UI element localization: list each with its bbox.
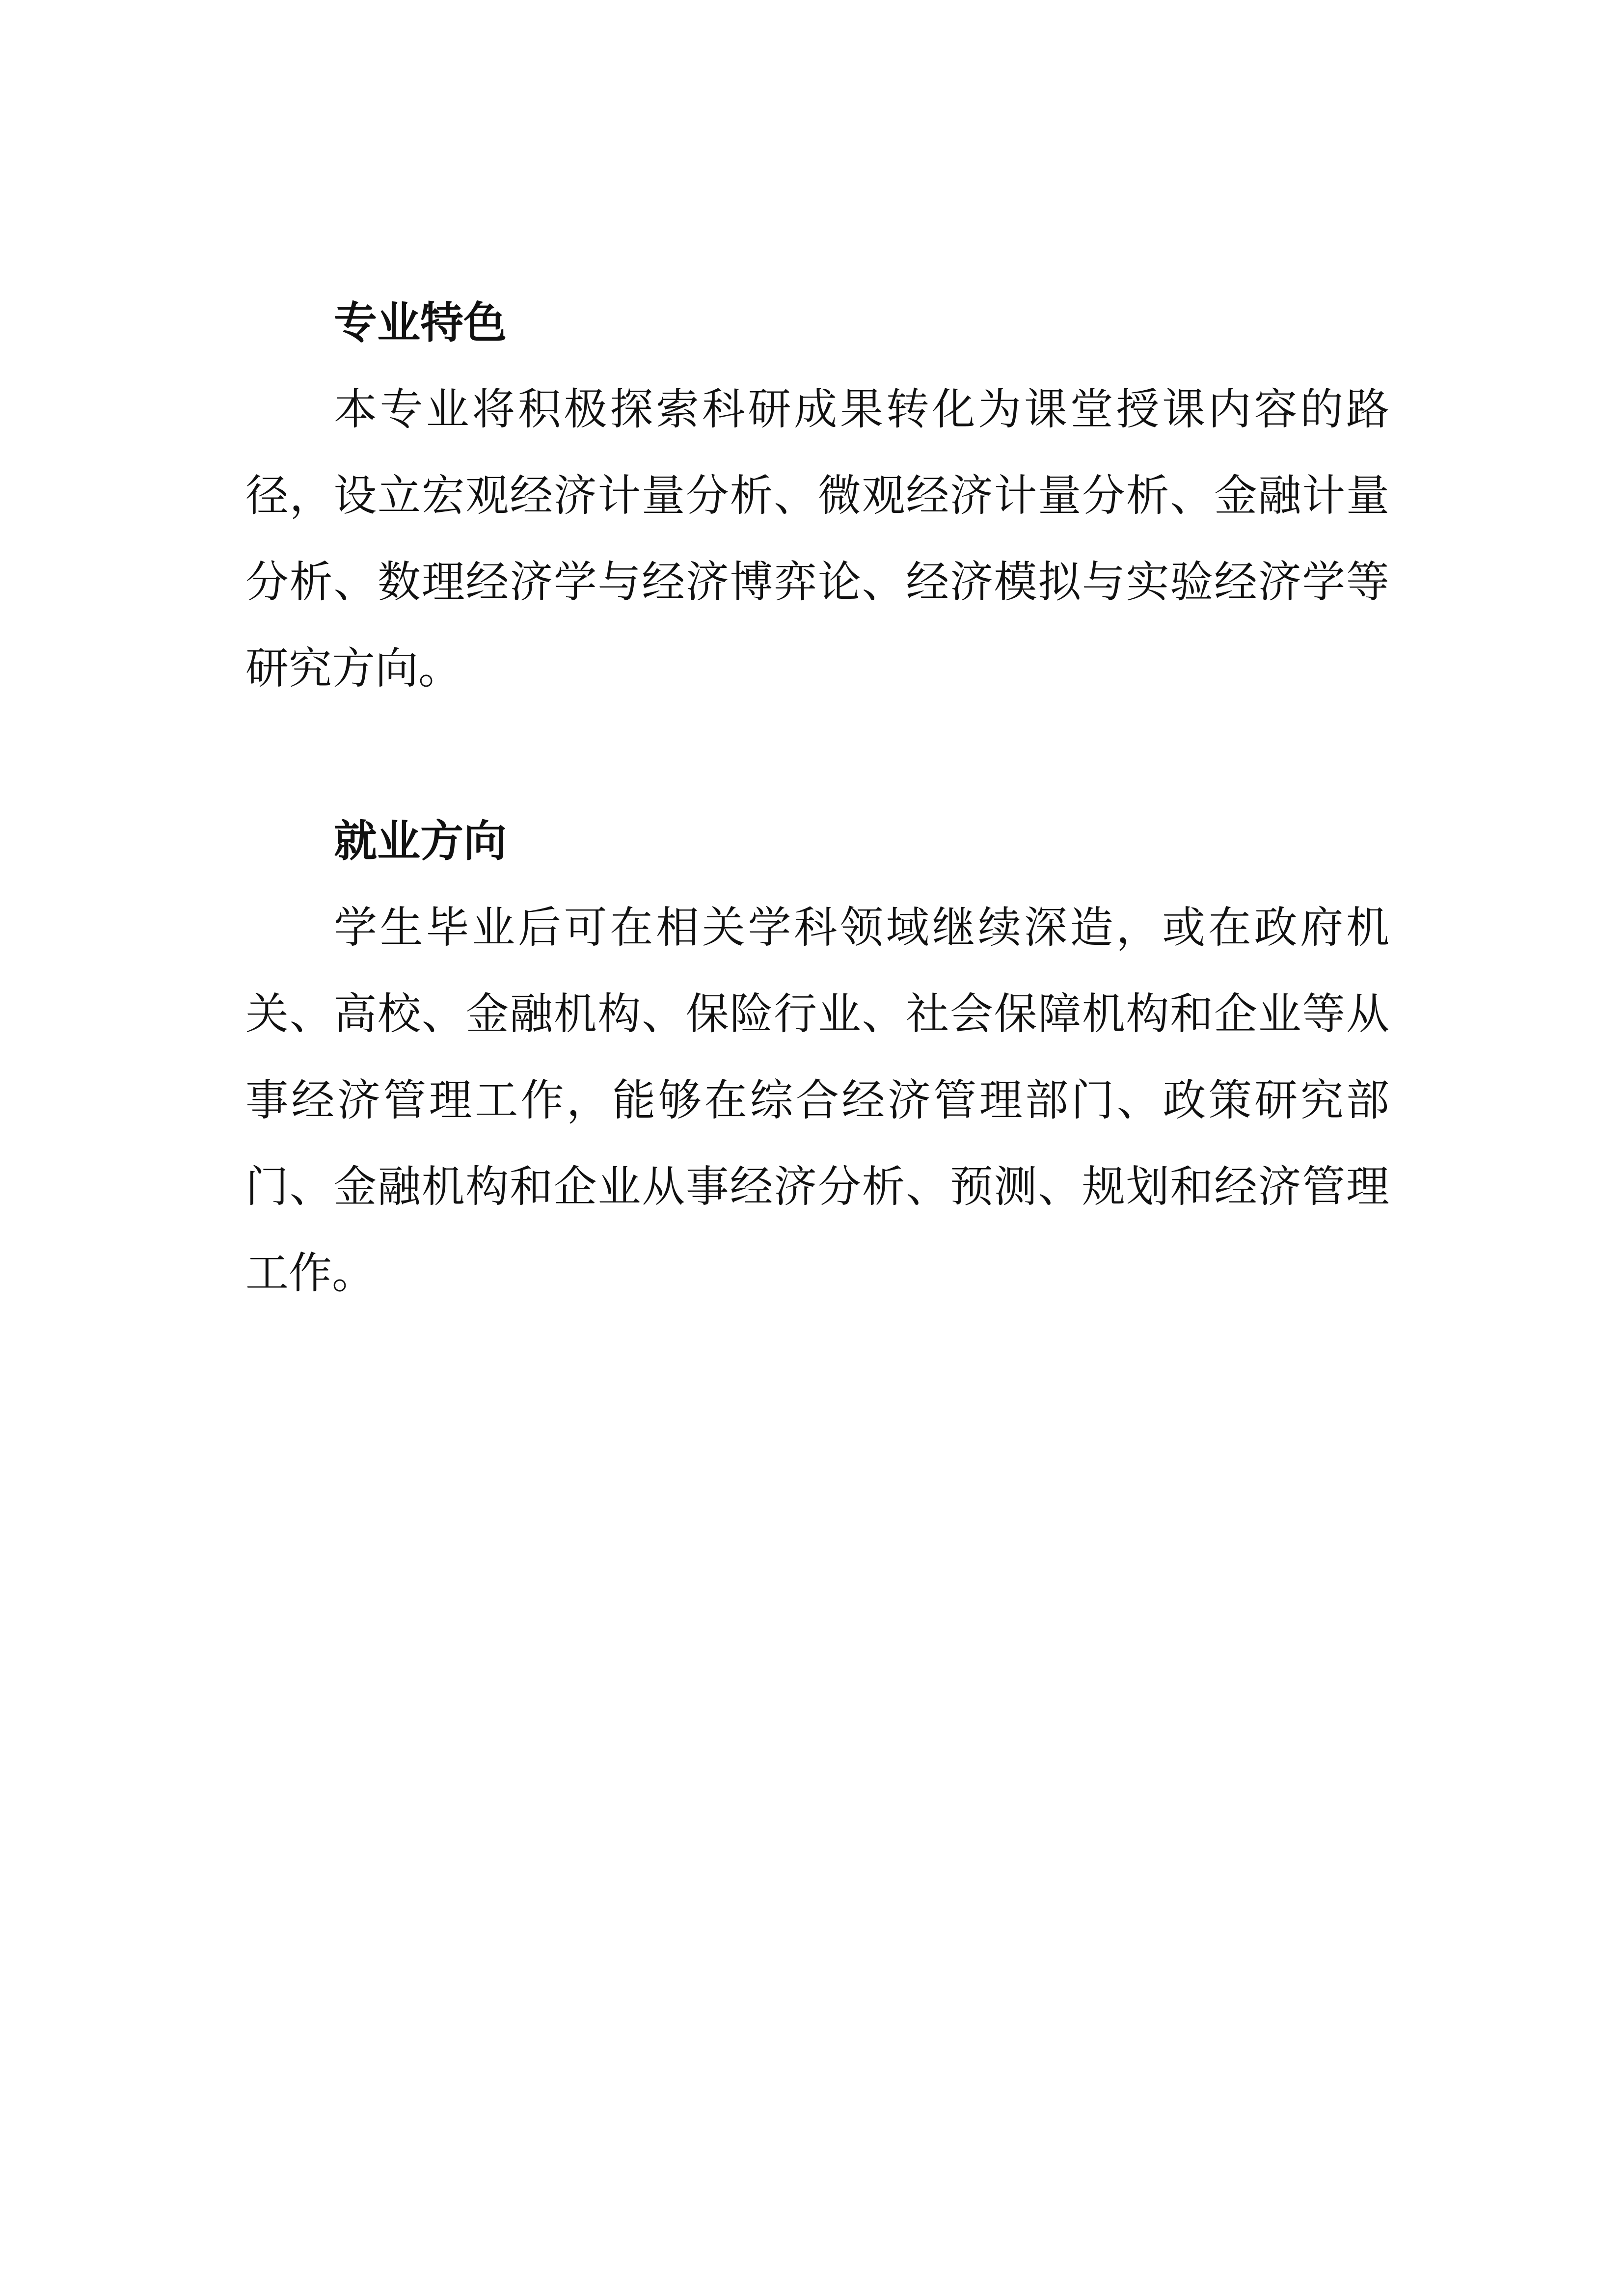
section-heading-major-features: 专业特色 [334, 297, 507, 348]
section-heading-career-direction: 就业方向 [334, 816, 507, 866]
section-body-career-direction: 学生毕业后可在相关学科领域继续深造，或在政府机关、高校、金融机构、保险行业、社会保障机构和企业等从事经济管理工作，能够在综合经济管理部门、政策研究部门、金融机构和企业从事经济分析、预测、规划和经济管理工作。 [245, 902, 1389, 1298]
section-body-major-features: 本专业将积极探索科研成果转化为课堂授课内容的路径，设立宏观经济计量分析、微观经济计量分析、金融计量分析、数理经济学与经济博弈论、经济模拟与实验经济学等研究方向。 [245, 384, 1389, 694]
section-spacer [245, 712, 1389, 798]
document-content [245, 280, 1389, 1316]
